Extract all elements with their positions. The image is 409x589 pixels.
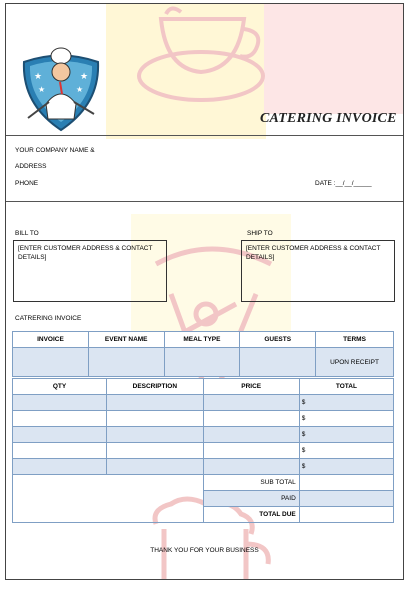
svg-text:★: ★ [76, 85, 84, 94]
bill-to-placeholder: [ENTER CUSTOMER ADDRESS & CONTACT DETAILS] [18, 245, 153, 261]
info-value-row [13, 348, 394, 377]
description-cell[interactable] [107, 395, 203, 411]
company-name-label: YOUR COMPANY NAME & [15, 147, 95, 154]
guests-value[interactable] [240, 348, 316, 377]
header-guests: GUESTS [240, 332, 316, 348]
header-terms: TERMS [316, 332, 394, 348]
total-due-label: TOTAL DUE [203, 507, 299, 523]
price-cell[interactable] [203, 459, 299, 475]
ship-to-box[interactable] [241, 240, 395, 302]
description-cell[interactable] [107, 443, 203, 459]
svg-text:★: ★ [80, 71, 89, 81]
total-due-value[interactable] [299, 507, 393, 523]
qty-cell[interactable] [13, 443, 107, 459]
header-description: DESCRIPTION [107, 379, 203, 395]
total-cell[interactable]: $ [299, 427, 393, 443]
invoice-title: CATERING INVOICE [260, 111, 397, 126]
ship-to-label: SHIP TO [247, 230, 273, 237]
price-cell[interactable] [203, 411, 299, 427]
total-cell[interactable]: $ [299, 395, 393, 411]
footer-thanks: THANK YOU FOR YOUR BUSINESS [150, 547, 259, 554]
items-header-row [13, 379, 394, 395]
bill-to-box[interactable] [13, 240, 167, 302]
header-total: TOTAL [299, 379, 393, 395]
company-phone-label: PHONE [15, 180, 39, 187]
price-cell[interactable] [203, 427, 299, 443]
meal-type-value[interactable] [164, 348, 240, 377]
header-invoice: INVOICE [13, 332, 89, 348]
svg-text:★: ★ [38, 85, 46, 94]
chef-logo-icon [16, 44, 106, 134]
total-cell[interactable]: $ [299, 459, 393, 475]
description-cell[interactable] [107, 411, 203, 427]
header-qty: QTY [13, 379, 107, 395]
section-label: CATRERING INVOICE [15, 315, 82, 322]
svg-text:★: ★ [34, 71, 43, 81]
bill-to-label: BILL TO [15, 230, 39, 237]
paid-label: PAID [203, 491, 299, 507]
info-header-row [13, 332, 394, 348]
qty-cell[interactable] [13, 411, 107, 427]
table-row [13, 443, 394, 459]
price-cell[interactable] [203, 395, 299, 411]
qty-cell[interactable] [13, 459, 107, 475]
ship-to-placeholder: [ENTER CUSTOMER ADDRESS & CONTACT DETAILS] [246, 245, 381, 261]
info-table [12, 331, 394, 377]
table-row [13, 459, 394, 475]
subtotal-value[interactable] [299, 475, 393, 491]
divider-top [6, 135, 403, 136]
subtotal-row [13, 475, 394, 491]
terms-value[interactable]: UPON RECEIPT [316, 348, 394, 377]
table-row [13, 411, 394, 427]
total-cell[interactable]: $ [299, 443, 393, 459]
date-field: DATE :__/__/_____ [315, 180, 372, 187]
header-event-name: EVENT NAME [88, 332, 164, 348]
qty-cell[interactable] [13, 395, 107, 411]
event-name-value[interactable] [88, 348, 164, 377]
description-cell[interactable] [107, 427, 203, 443]
company-address-label: ADDRESS [15, 163, 47, 170]
description-cell[interactable] [107, 459, 203, 475]
notes-area[interactable] [13, 475, 204, 523]
total-cell[interactable]: $ [299, 411, 393, 427]
header-meal-type: MEAL TYPE [164, 332, 240, 348]
paid-value[interactable] [299, 491, 393, 507]
price-cell[interactable] [203, 443, 299, 459]
divider-middle [6, 201, 403, 202]
subtotal-label: SUB TOTAL [203, 475, 299, 491]
header-price: PRICE [203, 379, 299, 395]
qty-cell[interactable] [13, 427, 107, 443]
items-table [12, 378, 394, 523]
table-row [13, 395, 394, 411]
invoice-page [5, 3, 404, 580]
invoice-value[interactable] [13, 348, 89, 377]
table-row [13, 427, 394, 443]
